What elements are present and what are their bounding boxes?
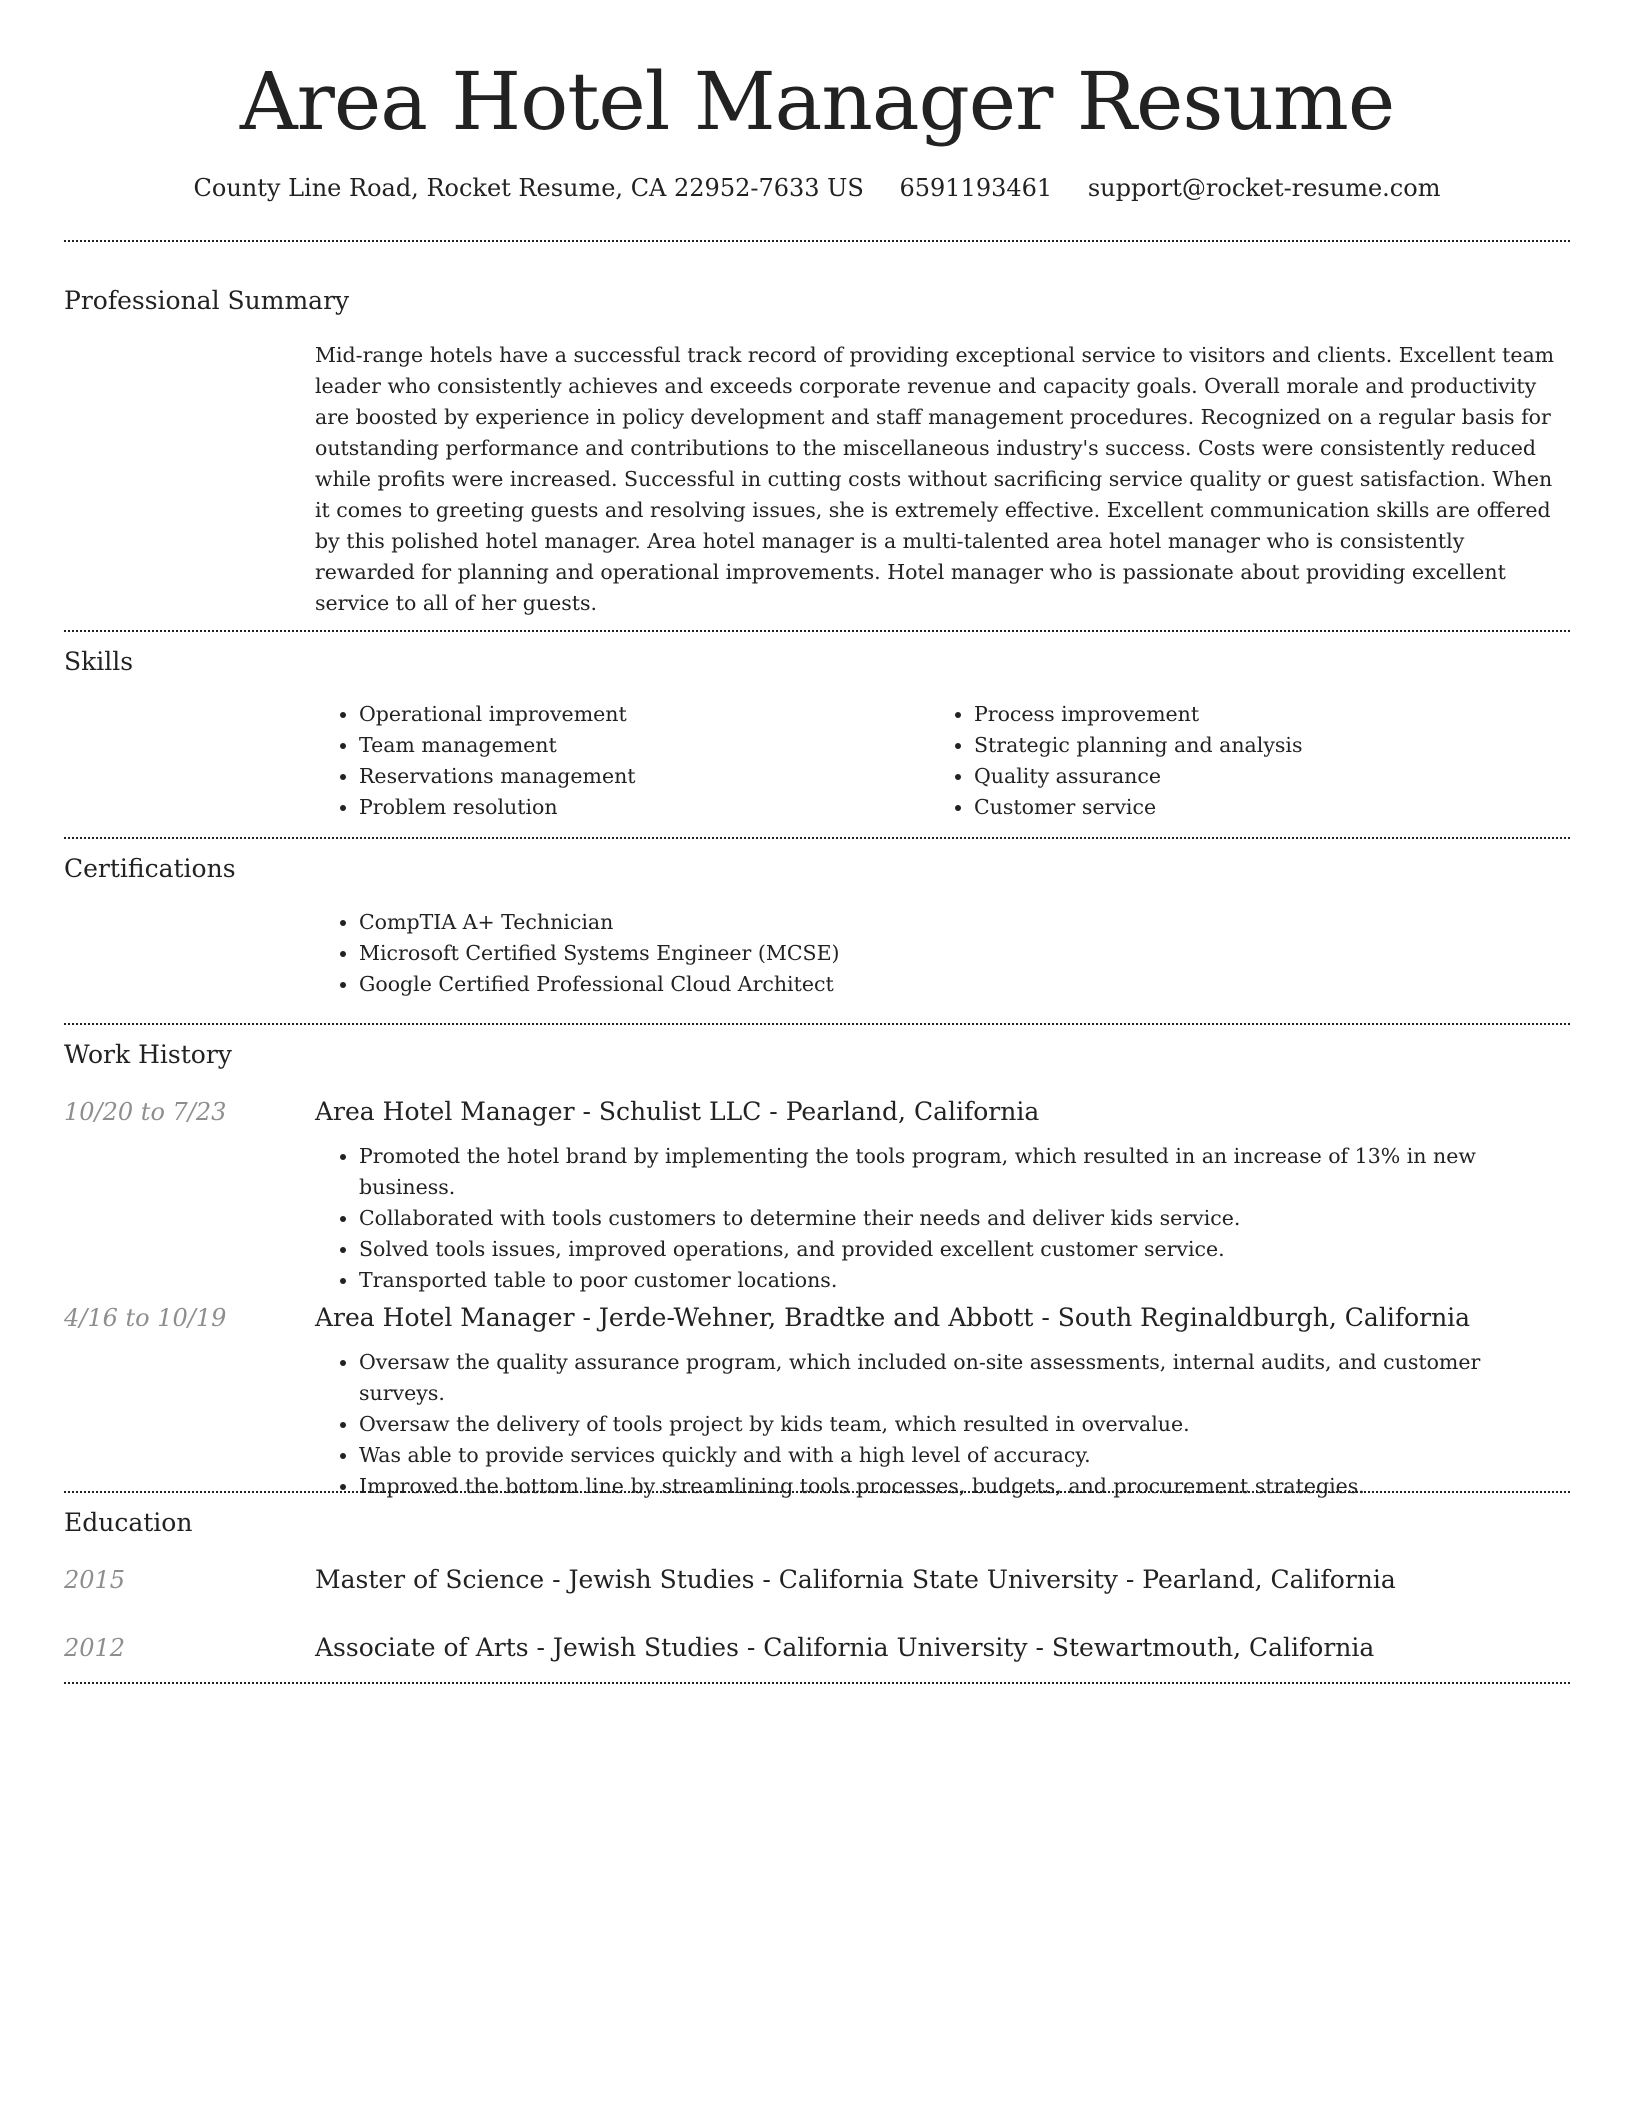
job-bullet: • Transported table to poor customer locations. (359, 1265, 1570, 1296)
header-divider (64, 240, 1570, 242)
contact-phone: 6591193461 (899, 174, 1053, 202)
job-bullet: • Promoted the hotel brand by implementing the tools program, which resulted in an increase of 13% in new business. (359, 1141, 1570, 1203)
job-dates: 10/20 to 7/23 (64, 1098, 227, 1126)
skills-right-column (930, 699, 1530, 823)
education-heading: Education (64, 1508, 193, 1537)
summary-divider (64, 630, 1570, 632)
skill-item: • Quality assurance (974, 761, 1530, 792)
job-title: Area Hotel Manager - Jerde-Wehner, Bradtke and Abbott - South Reginaldburgh, California (315, 1303, 1471, 1332)
education-year: 2015 (64, 1566, 126, 1594)
skill-item: • Problem resolution (359, 792, 915, 823)
job-entry (315, 1095, 1570, 1296)
skill-item: • Strategic planning and analysis (974, 730, 1530, 761)
education-entry (315, 1563, 1570, 1597)
contact-email: support@rocket-resume.com (1087, 174, 1441, 202)
job-bullet: • Solved tools issues, improved operations, and provided excellent customer service. (359, 1234, 1570, 1265)
certification-item: • Microsoft Certified Systems Engineer (MCSE) (359, 938, 1570, 969)
job-bullet: • Oversaw the quality assurance program, which included on-site assessments, internal audits, and customer surveys. (359, 1347, 1570, 1409)
summary-heading: Professional Summary (64, 286, 350, 315)
job-entry (315, 1301, 1570, 1502)
education-degree: Master of Science - Jewish Studies - California State University - Pearland, California (315, 1565, 1396, 1594)
certifications-block (315, 907, 1570, 1000)
skill-item: • Process improvement (974, 699, 1530, 730)
skill-item: • Reservations management (359, 761, 915, 792)
job-bullet: • Oversaw the delivery of tools project by kids team, which resulted in overvalue. (359, 1409, 1570, 1440)
resume-title: Area Hotel Manager Resume (239, 55, 1395, 148)
skills-block (315, 699, 1570, 823)
job-dates: 4/16 to 10/19 (64, 1304, 227, 1332)
certifications-heading: Certifications (64, 854, 236, 883)
education-degree: Associate of Arts - Jewish Studies - California University - Stewartmouth, California (315, 1633, 1375, 1662)
education-entry (315, 1631, 1570, 1665)
skill-item: • Team management (359, 730, 915, 761)
job-title: Area Hotel Manager - Schulist LLC - Pearland, California (315, 1097, 1040, 1126)
work-heading: Work History (64, 1040, 232, 1069)
skills-left-column (315, 699, 915, 823)
job-bullet: • Improved the bottom line by streamlining tools processes, budgets, and procurement strategies. (359, 1471, 1570, 1502)
skills-heading: Skills (64, 647, 134, 676)
skill-item: • Customer service (974, 792, 1530, 823)
certifications-divider (64, 1023, 1570, 1025)
certification-item: • Google Certified Professional Cloud Architect (359, 969, 1570, 1000)
work-divider (64, 1491, 1570, 1493)
skills-divider (64, 837, 1570, 839)
contact-address: County Line Road, Rocket Resume, CA 22952-7633 US (193, 174, 864, 202)
skill-item: • Operational improvement (359, 699, 915, 730)
summary-text: Mid-range hotels have a successful track record of providing exceptional service to visitors and clients. Excellent team leader who consistently achieves and exceeds corporate revenue and capacity goals. Overall morale and productivity are boosted by experience in policy development and staff management procedures. Recognized on a regular basis for outstanding performance and contributions to the miscellaneous industry's success. Costs were consistently reduced while profits were increased. Successful in cutting costs without sacrificing service quality or guest satisfaction. When it comes to greeting guests and resolving issues, she is extremely effective. Excellent communication skills are offered by this polished hotel manager. Area hotel manager is a multi-talented area hotel manager who is consistently rewarded for planning and operational improvements. Hotel manager who is passionate about providing excellent service to all of her guests. (315, 343, 1555, 615)
job-bullet: • Was able to provide services quickly and with a high level of accuracy. (359, 1440, 1570, 1471)
certification-item: • CompTIA A+ Technician (359, 907, 1570, 938)
job-bullet: • Collaborated with tools customers to determine their needs and deliver kids service. (359, 1203, 1570, 1234)
education-divider (64, 1682, 1570, 1684)
education-year: 2012 (64, 1634, 126, 1662)
summary-block (315, 340, 1570, 619)
contact-line (64, 170, 1570, 206)
